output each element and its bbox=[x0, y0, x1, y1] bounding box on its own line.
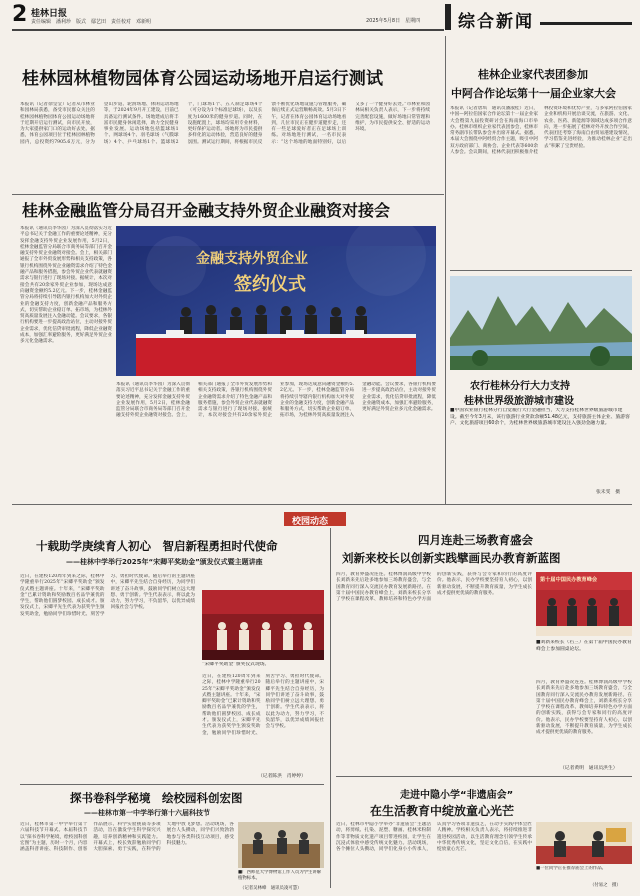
principal-photo bbox=[536, 572, 632, 636]
principal-body: 四月，教育界盛况连连。桂林博润高级中学校长刘新来先后赴多地参加三场教育盛会，与全国教育同行深入交流民办教育发展新路径。在第十届中国民办教育峰会上，刘新来校长分享了学校在课程改革、教师培养和特色办学方面的创新实践，获得与会专家和同行的高度评价。他表示，民办学校要坚持育人初心，以创新驱动发展，不断提升教育质量，为学生成长成才提供更优质的教育服务。 bbox=[336, 572, 532, 603]
section-rule bbox=[540, 22, 632, 25]
school-body-cont: 近日，在建校120周年到来之际，桂林中学隆重举行2025年“宋卿平奖助金”颁发仪式暨主题讲座。十年来，“宋卿平奖助金”已累计资助和奖励数百名品学兼优的学生，帮助他们圆梦校园、成长成才。颁发仪式上，宋卿平先生代表为获奖学生颁发奖助金，勉励同学们珍惜时光、刻苦学习、勇担时代使命。随后举行的主题讲座中，宋卿平先生结合自身经历，为同学们讲述了奋斗故事，鼓励同学们树立远大理想、勇于创新。学生代表表示，将以此为动力，努力学习，不负韶华，以优异成绩回报社会与学校。 bbox=[202, 674, 324, 736]
agri-caption: ■中国农业银行桂林分行自觉履行大行金融担当，大力支持桂林世界级旅游城市建设。截至今年3月末，该行旅游行业贷款余额51.48亿元，支持旅游主体企业、旅游客户、文化旅游项目60余个，为桂林世界级旅游城市建设注入强劲金融力量。 bbox=[450, 408, 630, 426]
agri-headline-2: 桂林世界级旅游城市建设 bbox=[464, 396, 574, 407]
fair-illustration bbox=[536, 822, 632, 864]
finance-headline: 桂林金融监管分局召开金融支持外贸企业融资对接会 bbox=[22, 201, 391, 220]
divider bbox=[12, 194, 444, 195]
masthead-rule bbox=[12, 29, 444, 31]
park-body: 本报讯（记者徐莹莹）记者从市林业和园林局获悉，备受市民群众关注的桂林园林植物园体育公园运动场地将于近期开启运行测试，向市民开放，为大家提供家门口的运动好去处。据悉，体育公园项目位于桂林园林植物园内，总投资约7905.6万元，分为登山步道、轮滑场地、休闲运动场地等，于2024年9月开工建设，目前已具备运行测试条件。场地建成后将丰富市民健身休闲选择，助力全民健身事业发展。运动场地包括篮球场1个、网球场4个、羽毛球场（气膜球场）4个、乒乓球场1个、篮球场2个，门球场1个、五人制足球场4个（可分设为1个标准足球场），以及长度为1600米的健身步道。同时，在设施配置上，球场均采用专业材料，更好保护运动者。场地将为市民提供多样化的运动体验，营造良好的健身氛围。测试运行期间，将根据市民反馈不断优化场地设施与管理服务，确保后续正式运营顺畅高效。5月3日下午，记者在体育公园体育运动场地看到，几位市民正在健步道健步走，还有一些足球爱好者正在足球场上训练。对场地进行测试，一名市民表示：“这个场地的地面特别好，以后又多了一个健身好去处。”市林业和园林局相关负责人表示，下一步将持续完善配套设施，做好场地日常管理和维护，为市民提供安全、舒适的运动环境。 bbox=[20, 102, 430, 145]
school-headline: 十载助学庚续育人初心 智启新程勇担时代使命 bbox=[36, 539, 278, 553]
editors-line: 责任编辑 潘利珍 版式 鄢艺田 责任校对 邓新明 bbox=[31, 19, 152, 25]
finance-meeting-photo bbox=[116, 226, 436, 376]
karst-scenery-illustration bbox=[450, 276, 632, 370]
finance-body-left: 本报讯（通讯员李华园）为深入贯彻落实习近平总书记关于金融工作的重要论述精神，充分发挥金融支持外贸企业发展作用，5月2日，桂林金融监管分局联合市商务局等部门召开金融支持外贸企业融资对接会。会上，相关部门通报了全市外贸发展形势和相关支持政策，各银行机构围绕外贸企业融资需求介绍了特色金融产品和服务措施，参会外贸企业代表就融资需求与银行进行了现场对接。据统计，本次对接会共有20余家外贸企业参加，现场达成意向融资金额约5.2亿元。下一步，桂林金融监管分局将持续引导辖内银行机构加大对外贸企业的金融支持力度，创新金融产品和服务方式，切实帮助企业稳订单、拓市场，为桂林外贸高质量发展注入金融动能。会议要求，各银行机构要进一步提高政治站位，主动对接外贸企业需求，优化信贷审批流程，降低企业融资成本，加强汇率避险服务，更好满足外贸企业多元化金融需求。 bbox=[20, 226, 112, 345]
science-byline: （记者吴林峰 通讯员凌可慧） bbox=[240, 886, 302, 891]
school-subhead: ——桂林中学举行2025年“宋卿平奖助金”颁发仪式暨主题讲座 bbox=[66, 558, 263, 566]
section-title: 综合新闻 bbox=[458, 12, 534, 32]
principal-headline-1: 四月连赴三场教育盛会 bbox=[418, 533, 533, 547]
science-caption: ■广西师范大学博物馆工作人员为学生讲解植物标本。 bbox=[238, 870, 322, 881]
enterprise-headline-1: 桂林企业家代表团参加 bbox=[478, 68, 588, 81]
section-tab bbox=[445, 4, 451, 30]
exhibit-illustration bbox=[238, 822, 324, 868]
column-divider bbox=[445, 36, 446, 504]
enterprise-headline-2: 中阿合作论坛第十一届企业家大会 bbox=[451, 87, 616, 100]
agri-byline: 张未雯 摄 bbox=[596, 490, 620, 495]
scenic-photo bbox=[450, 276, 632, 370]
column-divider bbox=[330, 528, 331, 888]
issue-date: 2025年5月8日 星期四 bbox=[366, 18, 421, 24]
science-body: 近日，桂林市第一中学举行第十六届科技节开幕式。本届科技节以“探书卷科学秘境，绘校园科创宏图”为主题，历时一个月，内容涵盖科普讲座、科技制作、创客作品展示、科学实验挑战等多项活动，旨在激发学生科学探究兴趣，培养创新精神和实践能力。开幕式上，校长致辞勉励同学们大胆探索、勇于实践，在科学的天地中放飞梦想。活动现场，各展台人头攒动，同学们兴致勃勃地参与各类科技互动项目，感受科技魅力。 bbox=[20, 822, 234, 853]
divider bbox=[20, 784, 324, 785]
school-body: 近日，在建校120周年到来之际，桂林中学隆重举行2025年“宋卿平奖助金”颁发仪式暨主题讲座。十年来，“宋卿平奖助金”已累计资助和奖励数百名品学兼优的学生，帮助他们圆梦校园、成长成才。颁发仪式上，宋卿平先生代表为获奖学生颁发奖助金，勉励同学们珍惜时光、刻苦学习、勇担时代使命。随后举行的主题讲座中，宋卿平先生结合自身经历，为同学们讲述了奋斗故事，鼓励同学们树立远大理想、勇于创新。学生代表表示，将以此为动力，努力学习，不负韶华，以优异成绩回报社会与学校。 bbox=[20, 574, 195, 617]
heritage-headline-2: 在生活教育中绽放童心光芒 bbox=[370, 804, 515, 818]
agri-headline-1: 农行桂林分行大力支持 bbox=[470, 381, 570, 392]
principal-byline: （记者黄明 通讯员洪生） bbox=[560, 766, 618, 771]
page-number: 2 bbox=[12, 2, 28, 27]
principal-headline-2: 刘新来校长以创新实践擘画民办教育新蓝图 bbox=[342, 551, 561, 565]
school-photo bbox=[202, 590, 324, 660]
science-subhead: ——桂林市第一中学举行第十六届科技节 bbox=[84, 809, 210, 817]
enterprise-body: 本报讯（记者唐琪 通讯员潘淑桂）近日，中国—阿拉伯国家合作论坛第十一届企业家大会暨第九届投资研讨会在海南海口市举办。桂林市组织企业家代表团参会，桂林市常务副市长带队参会并出席开幕式。据悉，本届大会围绕中阿经贸合作主题，吸引中阿双方政府部门、商协会、企业代表等600余人参会。会议期间，桂林代表团积极推介桂林投资环境和优势产业，与多家阿拉伯国家企业和机构开展洽谈交流，在旅游、文化、农业、医药、新能源等领域达成多项合作意向，进一步拓展了桂林对外开放合作空间。代表团还考察了海南自由贸易港建设情况，学习借鉴先进经验，为推动桂林企业“走出去”积累了宝贵经验。 bbox=[450, 106, 632, 156]
principal-caption: ■刘新来校长（右三）在第十届中国民办教育峰会上参加圆桌论坛。 bbox=[536, 640, 632, 652]
education-banner-text: 第十届中国民办教育峰会 bbox=[540, 577, 598, 583]
science-photo bbox=[238, 822, 324, 868]
kicker-text: 校园动态 bbox=[292, 517, 329, 527]
paper-name: 桂林日报 bbox=[31, 9, 68, 19]
divider bbox=[336, 776, 632, 777]
science-headline: 探书卷科学秘境 绘校园科创宏图 bbox=[70, 791, 243, 805]
divider bbox=[12, 504, 632, 505]
finance-banner-line2: 签约仪式 bbox=[234, 274, 306, 295]
principal-body-cont: 四月，教育界盛况连连。桂林博润高级中学校长刘新来先后赴多地参加三场教育盛会，与全国教育同行深入交流民办教育发展新路径。在第十届中国民办教育峰会上，刘新来校长分享了学校在课程改革、教师培养和特色办学方面的创新实践，获得与会专家和同行的高度评价。他表示，民办学校要坚持育人初心，以创新驱动发展，不断提升教育质量，为学生成长成才提供更优质的教育服务。 bbox=[536, 680, 632, 736]
heritage-byline: （付易之 摄） bbox=[590, 883, 621, 888]
divider bbox=[450, 270, 632, 271]
heritage-body: 近日，桂林市中隐小学举办“非遗庙会”主题活动，将剪纸、扎染、泥塑、糖画、桂林米粉制作等非物质文化遗产项目带进校园，让学生在沉浸式体验中感受传统文化魅力。活动现场，各个摊位人头攒动，同学们化身小小传承人，认真学习各项非遗技艺，在动手实践中体会匠人精神。学校相关负责人表示，将持续推进非遗进校园活动，以生活教育理念引领学生传承中华优秀传统文化，坚定文化自信，在实践中绽放童心光芒。 bbox=[336, 822, 532, 853]
ceremony-illustration bbox=[202, 590, 324, 660]
heritage-caption: ■一位同学正在推荐庙会上的作品。 bbox=[536, 866, 607, 871]
finance-body-right: 本报讯（通讯员李华园）为深入贯彻落实习近平总书记关于金融工作的重要论述精神，充分发挥金融支持外贸企业发展作用，5月2日，桂林金融监管分局联合市商务局等部门召开金融支持外贸企业融资对接会。会上，相关部门通报了全市外贸发展形势和相关支持政策，各银行机构围绕外贸企业融资需求介绍了特色金融产品和服务措施，参会外贸企业代表就融资需求与银行进行了现场对接。据统计，本次对接会共有20余家外贸企业参加，现场达成意向融资金额约5.2亿元。下一步，桂林金融监管分局将持续引导辖内银行机构加大对外贸企业的金融支持力度，创新金融产品和服务方式，切实帮助企业稳订单、拓市场，为桂林外贸高质量发展注入金融动能。会议要求，各银行机构要进一步提高政治站位，主动对接外贸企业需求，优化信贷审批流程，降低企业融资成本，加强汇率避险服务，更好满足外贸企业多元化金融需求。 bbox=[116, 382, 436, 419]
school-byline: （记者陈洪 肖婷婷） bbox=[258, 774, 306, 779]
school-caption: “宋卿平奖助金”颁奖仪式现场。 bbox=[202, 662, 270, 667]
heritage-photo bbox=[536, 822, 632, 864]
park-headline: 桂林园林植物园体育公园运动场地开启运行测试 bbox=[22, 69, 384, 89]
heritage-headline-1: 走进中隐小学“非遗庙会” bbox=[400, 790, 514, 801]
finance-banner-line1: 金融支持外贸企业 bbox=[196, 251, 308, 267]
